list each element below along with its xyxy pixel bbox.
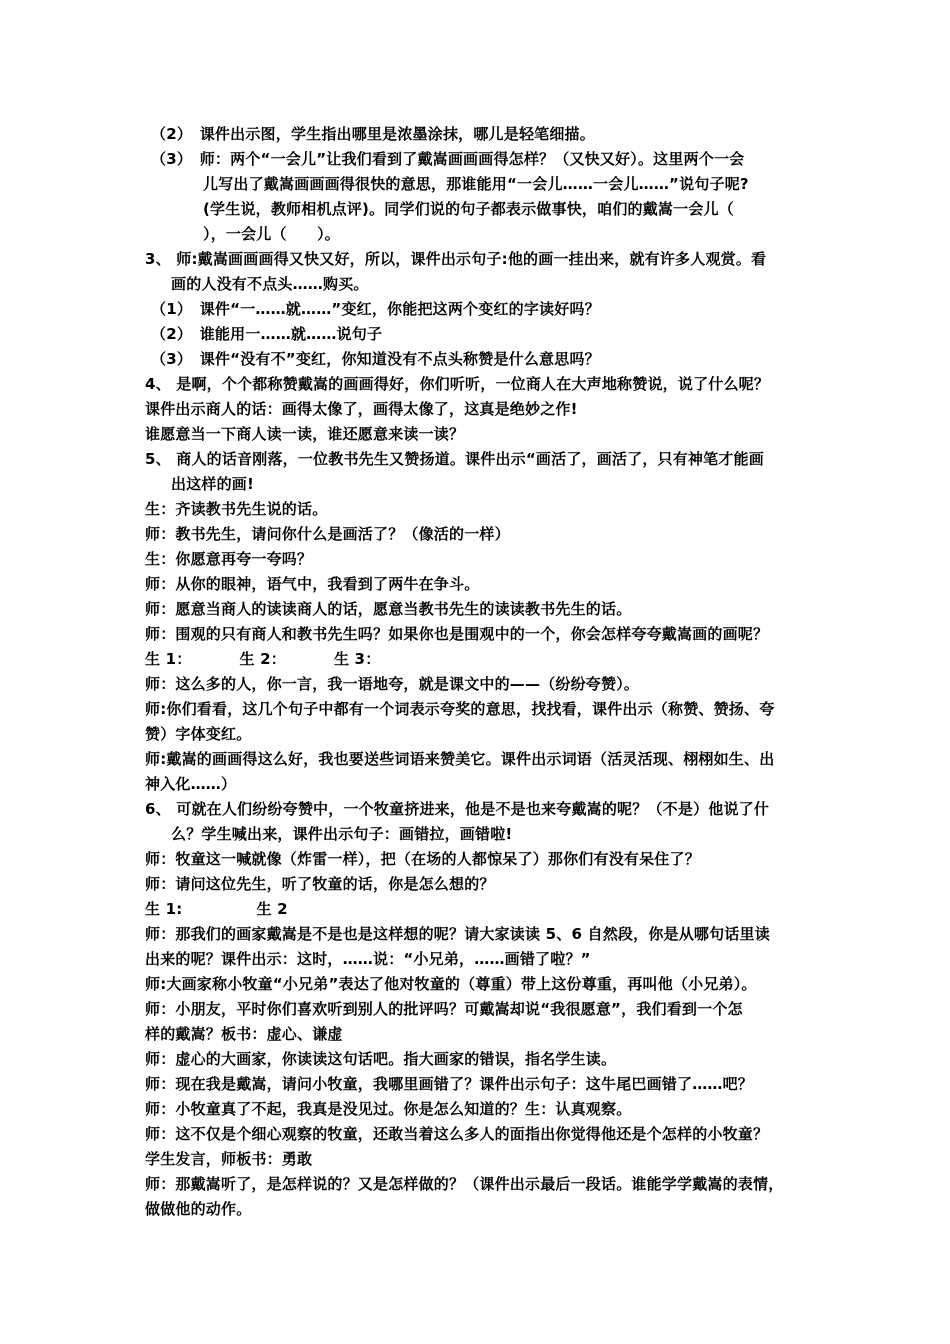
text-line: 生：齐读教书先生说的话。 bbox=[145, 500, 328, 518]
text-line: 师：小牧童真了不起，我真是没见过。你是怎么知道的？生：认真观察。 bbox=[145, 1100, 632, 1118]
text-line: 5、 商人的话音刚落，一位教书先生又赞扬道。课件出示“画活了，画活了，只有神笔才能画 bbox=[145, 450, 764, 468]
student-responses-line bbox=[145, 647, 813, 672]
student-2-label: 生 2 bbox=[256, 900, 288, 918]
text-line: 样的戴嵩？板书：虚心、谦虚 bbox=[145, 1025, 343, 1043]
student-3-label: 生 3： bbox=[333, 650, 381, 668]
text-line: (学生说，教师相机点评)。同学们说的句子都表示做事快，咱们的戴嵩一会儿（ bbox=[203, 200, 734, 218]
text-line: 师：愿意当商人的读读商人的话，愿意当教书先生的读读教书先生的话。 bbox=[145, 600, 632, 618]
text-line: 师:戴嵩的画画得这么好，我也要送些词语来赞美它。课件出示词语（活灵活现、栩栩如生、出 bbox=[145, 750, 775, 768]
text-line: 师:大画家称小牧童“小兄弟”表达了他对牧童的（尊重）带上这份尊重，再叫他（小兄弟）。 bbox=[145, 975, 757, 993]
text-line: 课件出示商人的话：画得太像了，画得太像了，这真是绝妙之作! bbox=[145, 400, 578, 418]
student-2-label: 生 2： bbox=[239, 650, 286, 668]
text-line: 师：围观的只有商人和教书先生吗？如果你也是围观中的一个，你会怎样夸夸戴嵩画的画呢？ bbox=[145, 625, 769, 643]
text-line: 师：教书先生，请问你什么是画活了？（像活的一样） bbox=[145, 525, 510, 543]
text-line: 赞）字体变红。 bbox=[145, 725, 252, 743]
text-line: 师：那我们的画家戴嵩是不是也是这样想的呢？请大家读读 5、6 自然段，你是从哪句话里读 bbox=[145, 925, 770, 943]
text-line: 师:你们看看，这几个句子中都有一个词表示夸奖的意思，找找看，课件出示（称赞、赞扬、夸 bbox=[145, 700, 775, 718]
text-line: 师：那戴嵩听了，是怎样说的？又是怎样做的？（课件出示最后一段话。谁能学学戴嵩的表情， bbox=[145, 1175, 784, 1193]
text-line: （3） 师：两个“一会儿”让我们看到了戴嵩画画画得怎样？（又快又好）。这里两个一会 bbox=[151, 150, 745, 168]
text-line: 生：你愿意再夸一夸吗？ bbox=[145, 550, 313, 568]
text-line: 儿写出了戴嵩画画画得很快的意思，那谁能用“一会儿……一会儿……”说句子呢? bbox=[203, 175, 749, 193]
text-line: （1） 课件“一……就……”变红，你能把这两个变红的字读好吗？ bbox=[151, 300, 600, 318]
text-line: ），一会儿（ ）。 bbox=[203, 225, 341, 243]
text-line: 出这样的画! bbox=[171, 475, 255, 493]
text-line: 神入化……） bbox=[145, 775, 237, 793]
text-line: 做做他的动作。 bbox=[145, 1200, 252, 1218]
student-1-label: 生 1: bbox=[145, 900, 183, 918]
text-line: 师：现在我是戴嵩，请问小牧童，我哪里画错了？课件出示句子：这牛尾巴画错了……吧？ bbox=[145, 1075, 754, 1093]
text-line: 么？学生喊出来，课件出示句子：画错拉，画错啦! bbox=[171, 825, 513, 843]
text-line: 画的人没有不点头……购买。 bbox=[171, 275, 369, 293]
document-body bbox=[145, 122, 813, 1222]
text-line: 师：虚心的大画家，你读读这句话吧。指大画家的错误，指名学生读。 bbox=[145, 1050, 617, 1068]
text-line: 6、 可就在人们纷纷夸赞中，一个牧童挤进来，他是不是也来夸戴嵩的呢？（不是）他说了什 bbox=[145, 800, 770, 818]
text-line: 谁愿意当一下商人读一读，谁还愿意来读一读？ bbox=[145, 425, 465, 443]
text-line: 师：请问这位先生，听了牧童的话，你是怎么想的？ bbox=[145, 875, 495, 893]
text-line: （2） 课件出示图，学生指出哪里是浓墨涂抹，哪儿是轻笔细描。 bbox=[151, 125, 595, 143]
student-responses-line bbox=[145, 897, 813, 922]
text-line: 出来的呢？课件出示：这时，……说：“小兄弟，……画错了啦？” bbox=[145, 950, 591, 968]
text-line: 师：牧童这一喊就像（炸雷一样），把（在场的人都惊呆了）那你们有没有呆住了？ bbox=[145, 850, 700, 868]
text-line: 学生发言，师板书：勇敢 bbox=[145, 1150, 313, 1168]
text-line: 师：从你的眼神，语气中，我看到了两牛在争斗。 bbox=[145, 575, 480, 593]
text-line: （2） 谁能用一……就……说句子 bbox=[151, 325, 383, 343]
text-line: 师：这不仅是个细心观察的牧童，还敢当着这么多人的面指出你觉得他还是个怎样的小牧童？ bbox=[145, 1125, 769, 1143]
text-line: 3、 师:戴嵩画画画得又快又好，所以，课件出示句子:他的画一挂出来，就有许多人观赏。看 bbox=[145, 250, 767, 268]
text-line: （3） 课件“没有不”变红，你知道没有不点头称赞是什么意思吗？ bbox=[151, 350, 600, 368]
text-line: 4、 是啊，个个都称赞戴嵩的画画得好，你们听听，一位商人在大声地称赞说，说了什么呢？ bbox=[145, 375, 770, 393]
text-line: 师：小朋友，平时你们喜欢听到别人的批评吗？可戴嵩却说“我很愿意”，我们看到一个怎 bbox=[145, 1000, 743, 1018]
text-line: 师：这么多的人，你一言，我一语地夸，就是课文中的——（纷纷夸赞）。 bbox=[145, 675, 640, 693]
student-1-label: 生 1： bbox=[145, 650, 192, 668]
